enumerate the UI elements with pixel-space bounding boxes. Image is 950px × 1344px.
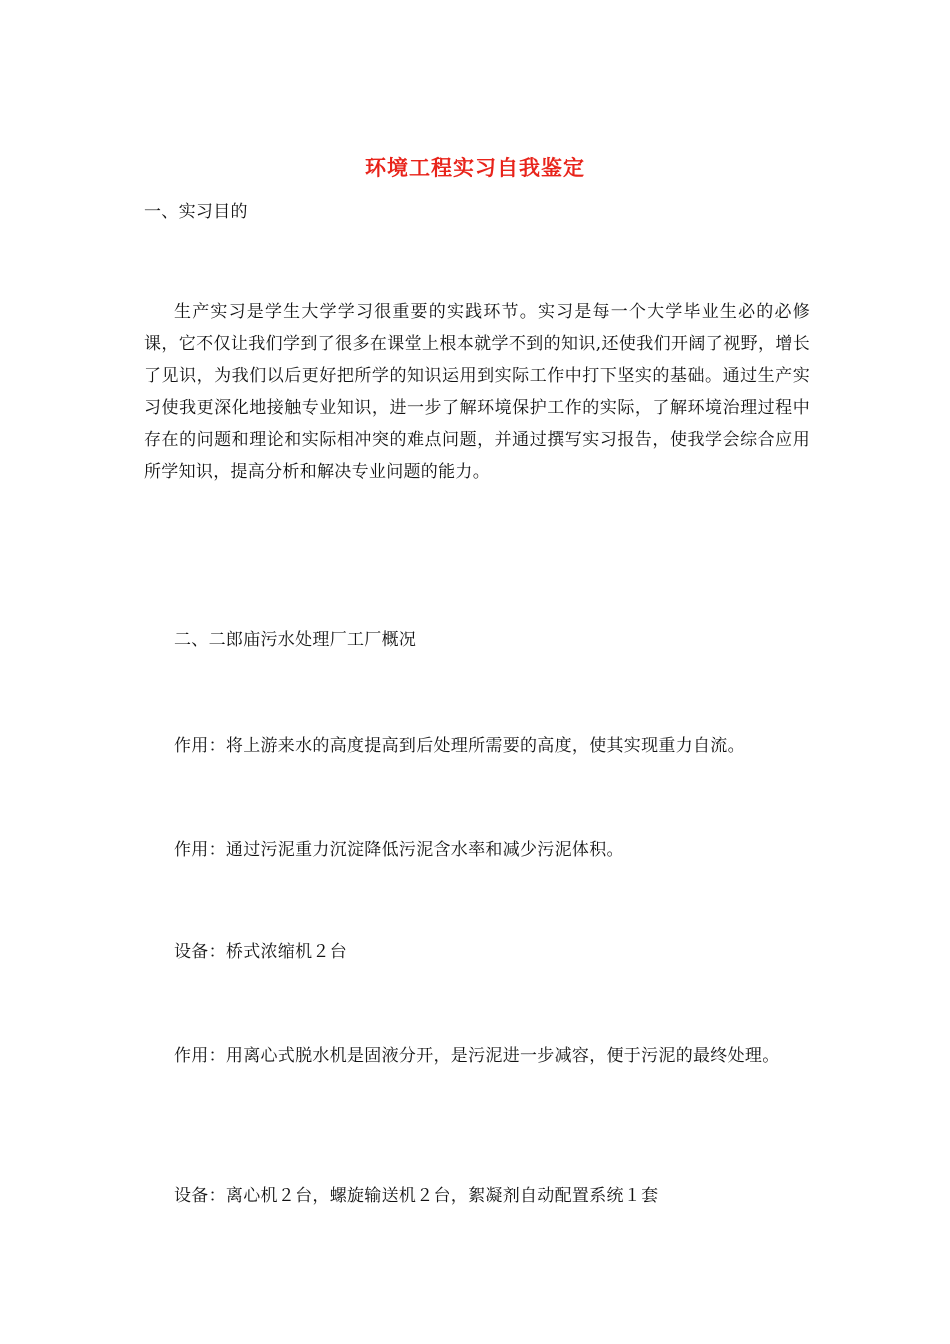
function-paragraph-2: 作用：通过污泥重力沉淀降低污泥含水率和减少污泥体积。: [174, 840, 624, 860]
section-1-heading: 一、实习目的: [144, 202, 248, 222]
purpose-paragraph: 生产实习是学生大学学习很重要的实践环节。实习是每一个大学毕业生必的必修课，它不仅让我们学到了很多在课堂上根本就学不到的知识,还使我们开阔了视野，增长了见识，为我们以后更好把所学的知识运用到实际工作中打下坚实的基础。通过生产实习使我更深化地接触专业知识，进一步了解环境保护工作的实际，了解环境治理过程中存在的问题和理论和实际相冲突的难点问题，并通过撰写实习报告，使我学会综合应用所学知识，提高分析和解决专业问题的能力。: [144, 302, 810, 482]
function-paragraph-1: 作用：将上游来水的高度提高到后处理所需要的高度，使其实现重力自流。: [174, 736, 745, 756]
document-title: 环境工程实习自我鉴定: [365, 155, 585, 180]
equipment-paragraph-1: 设备：桥式浓缩机２台: [174, 942, 347, 962]
section-2-heading: 二、二郎庙污水处理厂工厂概况: [174, 630, 417, 650]
function-paragraph-3: 作用：用离心式脱水机是固液分开，是污泥进一步减容，便于污泥的最终处理。: [174, 1046, 780, 1066]
equipment-paragraph-2: 设备：离心机２台，螺旋输送机２台，絮凝剂自动配置系统１套: [174, 1186, 659, 1206]
